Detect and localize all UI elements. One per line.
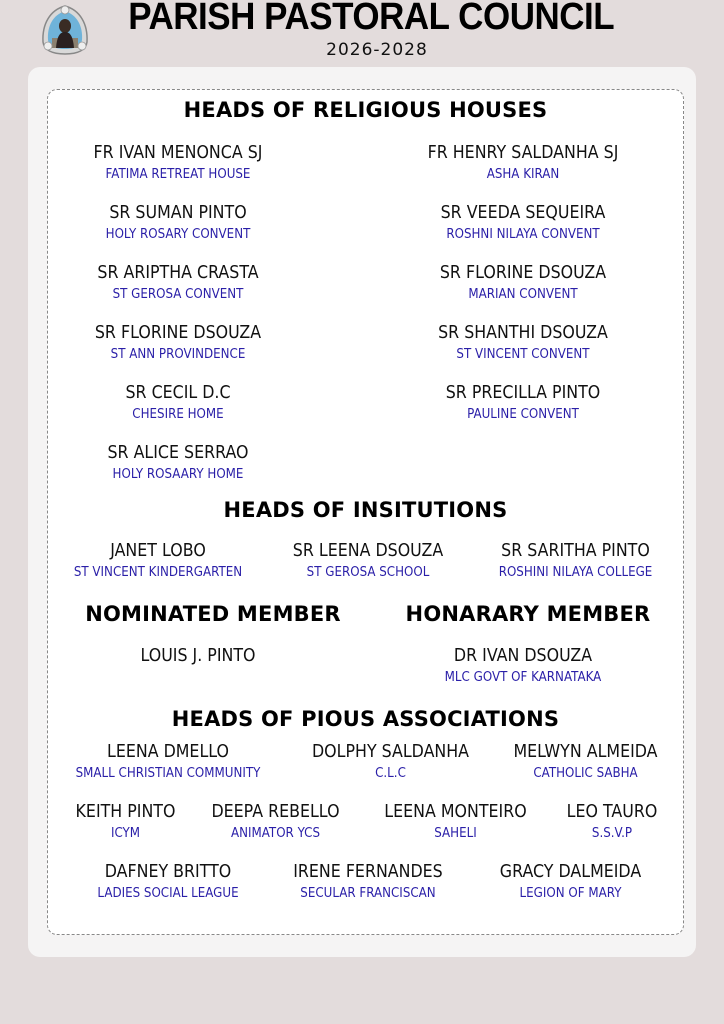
member-org: PAULINE CONVENT (467, 406, 579, 422)
member-name: MELWYN ALMEIDA (513, 741, 658, 762)
member-name: SR VEEDA SEQUEIRA (440, 202, 606, 223)
member-org: CHESIRE HOME (132, 406, 224, 422)
member-org: HOLY ROSARY CONVENT (105, 226, 251, 242)
member-name: LEO TAURO (566, 801, 658, 822)
member-entry (473, 540, 678, 580)
member-org: ROSHINI NILAYA COLLEGE (498, 564, 653, 580)
member-org: ST GEROSA CONVENT (112, 286, 244, 302)
member-name: FR IVAN MENONCA SJ (93, 142, 263, 163)
member-org: CATHOLIC SABHA (533, 765, 638, 781)
term-years: 2026-2028 (326, 40, 428, 60)
member-org: LADIES SOCIAL LEAGUE (97, 885, 239, 901)
member-org: ST ANN PROVINDENCE (110, 346, 246, 362)
member-name: SR CECIL D.C (125, 382, 231, 403)
page-title: PARISH PASTORAL COUNCIL (128, 0, 615, 38)
member-name: FR HENRY SALDANHA SJ (427, 142, 619, 163)
member-entry (408, 645, 638, 685)
member-org: MARIAN CONVENT (468, 286, 578, 302)
member-entry (273, 861, 463, 901)
member-org: ST GEROSA SCHOOL (306, 564, 430, 580)
member-name: SR SUMAN PINTO (109, 202, 247, 223)
member-entry (468, 861, 673, 901)
member-entry (268, 540, 468, 580)
member-entry (408, 202, 638, 242)
member-name: LEENA MONTEIRO (384, 801, 527, 822)
member-name: JANET LOBO (110, 540, 206, 561)
member-entry (68, 202, 288, 242)
member-entry (78, 645, 318, 666)
member-name: SR PRECILLA PINTO (445, 382, 601, 403)
member-entry (548, 801, 676, 841)
member-entry (488, 741, 683, 781)
member-org: ST VINCENT CONVENT (456, 346, 590, 362)
member-org: MLC GOVT OF KARNATAKA (444, 669, 602, 685)
member-entry (53, 540, 263, 580)
content-panel (47, 89, 684, 935)
member-org: SMALL CHRISTIAN COMMUNITY (75, 765, 261, 781)
member-entry (68, 442, 288, 482)
member-name: DR IVAN DSOUZA (453, 645, 593, 666)
heading-honorary-member: HONARARY MEMBER (405, 602, 651, 626)
member-entry (58, 801, 193, 841)
member-name: SR SARITHA PINTO (501, 540, 650, 561)
member-entry (68, 861, 268, 901)
member-name: DAFNEY BRITTO (104, 861, 232, 882)
member-org: ROSHNI NILAYA CONVENT (446, 226, 600, 242)
member-entry (68, 322, 288, 362)
member-org: LEGION OF MARY (519, 885, 622, 901)
member-entry (408, 382, 638, 422)
member-name: IRENE FERNANDES (293, 861, 443, 882)
member-org: ST VINCENT KINDERGARTEN (73, 564, 243, 580)
member-entry (288, 741, 493, 781)
member-name: GRACY DALMEIDA (499, 861, 642, 882)
member-entry (363, 801, 548, 841)
member-entry (68, 262, 288, 302)
member-name: LOUIS J. PINTO (140, 645, 256, 666)
member-entry (408, 262, 638, 302)
member-org: S.S.V.P (591, 825, 633, 841)
member-name: SR SHANTHI DSOUZA (438, 322, 608, 343)
member-org: FATIMA RETREAT HOUSE (105, 166, 251, 182)
member-org: ICYM (110, 825, 141, 841)
member-entry (408, 142, 638, 182)
member-org: ANIMATOR YCS (230, 825, 321, 841)
member-org: HOLY ROSAARY HOME (112, 466, 244, 482)
member-name: SR LEENA DSOUZA (292, 540, 444, 561)
heading-religious-houses: HEADS OF RELIGIOUS HOUSES (183, 98, 548, 122)
heading-institutions: HEADS OF INSITUTIONS (223, 498, 508, 522)
member-entry (68, 382, 288, 422)
heading-pious-associations: HEADS OF PIOUS ASSOCIATIONS (171, 707, 560, 731)
member-org: ASHA KIRAN (486, 166, 560, 182)
member-name: SR ARIPTHA CRASTA (97, 262, 259, 283)
member-entry (48, 741, 288, 781)
member-name: SR FLORINE DSOUZA (439, 262, 607, 283)
heading-nominated-member: NOMINATED MEMBER (85, 602, 341, 626)
member-name: DEEPA REBELLO (211, 801, 340, 822)
member-name: SR FLORINE DSOUZA (94, 322, 262, 343)
member-name: DOLPHY SALDANHA (311, 741, 470, 762)
member-org: C.L.C (375, 765, 406, 781)
member-org: SECULAR FRANCISCAN (300, 885, 436, 901)
member-name: KEITH PINTO (75, 801, 176, 822)
member-org: SAHELI (434, 825, 477, 841)
member-entry (68, 142, 288, 182)
member-name: LEENA DMELLO (107, 741, 229, 762)
member-name: SR ALICE SERRAO (107, 442, 249, 463)
member-entry (408, 322, 638, 362)
member-entry (193, 801, 358, 841)
